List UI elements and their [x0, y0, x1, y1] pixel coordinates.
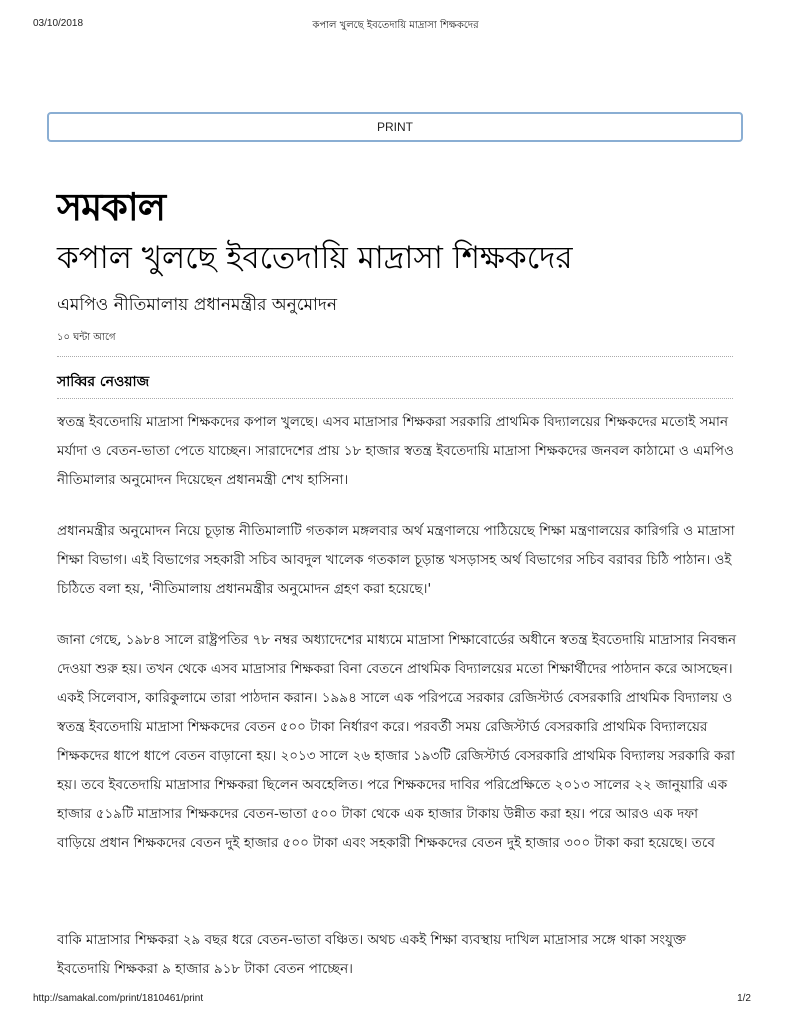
article-paragraph: প্রধানমন্ত্রীর অনুমোদন নিয়ে চূড়ান্ত নীতিমালাটি গতকাল মঙ্গলবার অর্থ মন্ত্রণালয়ে পাঠিয়েছে শিক্ষা মন্ত্রণালয়ের কারিগরি ও মাদ্রাসা শিক্ষা বিভাগ। এই বিভাগের সহকারী সচিব আবদুল খালেক গতকাল চূড়ান্ত খসড়াসহ অর্থ বিভাগের সচিব বরাবর চিঠি পাঠান। ওই চিঠিতে বলা হয়, 'নীতিমালায় প্রধানমন্ত্রীর অনুমোদন গ্রহণ করা হয়েছে।': [57, 523, 735, 597]
divider: [57, 398, 733, 399]
divider: [57, 356, 733, 357]
author-name: সাব্বির নেওয়াজ: [57, 374, 150, 390]
source-url: http://samakal.com/print/1810461/print: [33, 993, 204, 1004]
article-subtitle: এমপিও নীতিমালায় প্রধানমন্ত্রীর অনুমোদন: [57, 295, 338, 315]
article-paragraph: জানা গেছে, ১৯৮৪ সালে রাষ্ট্রপতির ৭৮ নম্বর অধ্যাদেশের মাধ্যমে মাদ্রাসা শিক্ষাবোর্ডের অধীনে স্বতন্ত্র ইবতেদায়ি মাদ্রাসার নিবন্ধন দেওয়া শুরু হয়। তখন থেকে এসব মাদ্রাসার শিক্ষকরা বিনা বেতনে প্রাথমিক বিদ্যালয়ের মতো শিক্ষার্থীদের পাঠদান করে আসছেন। একই সিলেবাস, কারিকুলামে তারা পাঠদান করান। ১৯৯৪ সালে এক পরিপত্রে সরকার রেজিস্টার্ড বেসরকারি প্রাথমিক বিদ্যালয় ও স্বতন্ত্র ইবতেদায়ি মাদ্রাসা শিক্ষকদের বেতন ৫০০ টাকা নির্ধারণ করে। পরবর্তী সময় রেজিস্টার্ড বেসরকারি প্রাথমিক বিদ্যালয়ের শিক্ষকদের ধাপে ধাপে বেতন বাড়ানো হয়। ২০১৩ সালে ২৬ হাজার ১৯৩টি রেজিস্টার্ড বেসরকারি প্রাথমিক বিদ্যালয় সরকারি করা হয়। তবে ইবতেদায়ি মাদ্রাসার শিক্ষকরা ছিলেন অবহেলিত। পরে শিক্ষকদের দাবির পরিপ্রেক্ষিতে ২০১৩ সালের ২২ জানুয়ারি এক হাজার ৫১৯টি মাদ্রাসার শিক্ষকদের বেতন-ভাতা ৫০০ টাকা থেকে এক হাজার টাকায় উন্নীত করা হয়। পরে আরও এক দফা বাড়িয়ে প্রধান শিক্ষকদের বেতন দুই হাজার ৫০০ টাকা এবং সহকারী শিক্ষকদের বেতন দুই হাজার ৩০০ টাকা করা হয়েছে। তবে: [57, 632, 737, 851]
print-document-title: কপাল খুলছে ইবতেদায়ি মাদ্রাসা শিক্ষকদের: [312, 20, 479, 31]
published-time: ১০ ঘন্টা আগে: [57, 332, 116, 343]
article-paragraph: স্বতন্ত্র ইবতেদায়ি মাদ্রাসা শিক্ষকদের কপাল খুলছে। এসব মাদ্রাসার শিক্ষকরা সরকারি প্রাথমিক বিদ্যালয়ের শিক্ষকদের মতোই সমান মর্যাদা ও বেতন-ভাতা পেতে যাচ্ছেন। সারাদেশের প্রায় ১৮ হাজার স্বতন্ত্র ইবতেদায়ি মাদ্রাসা শিক্ষকদের জনবল কাঠামো ও এমপিও নীতিমালার অনুমোদন দিয়েছেন প্রধানমন্ত্রী শেখ হাসিনা।: [57, 414, 734, 488]
page-number: 1/2: [737, 993, 751, 1004]
print-button[interactable]: PRINT: [47, 112, 743, 142]
newspaper-logo: সমকাল: [57, 185, 166, 229]
print-date: 03/10/2018: [33, 18, 84, 29]
article-title: কপাল খুলছে ইবতেদায়ি মাদ্রাসা শিক্ষকদের: [57, 240, 573, 276]
article-paragraph: বাকি মাদ্রাসার শিক্ষকরা ২৯ বছর ধরে বেতন-ভাতা বঞ্চিত। অথচ একই শিক্ষা ব্যবস্থায় দাখিল মাদ্রাসার সঙ্গে থাকা সংযুক্ত ইবতেদায়ি শিক্ষকরা ৯ হাজার ৯১৮ টাকা বেতন পাচ্ছেন।: [57, 932, 686, 977]
